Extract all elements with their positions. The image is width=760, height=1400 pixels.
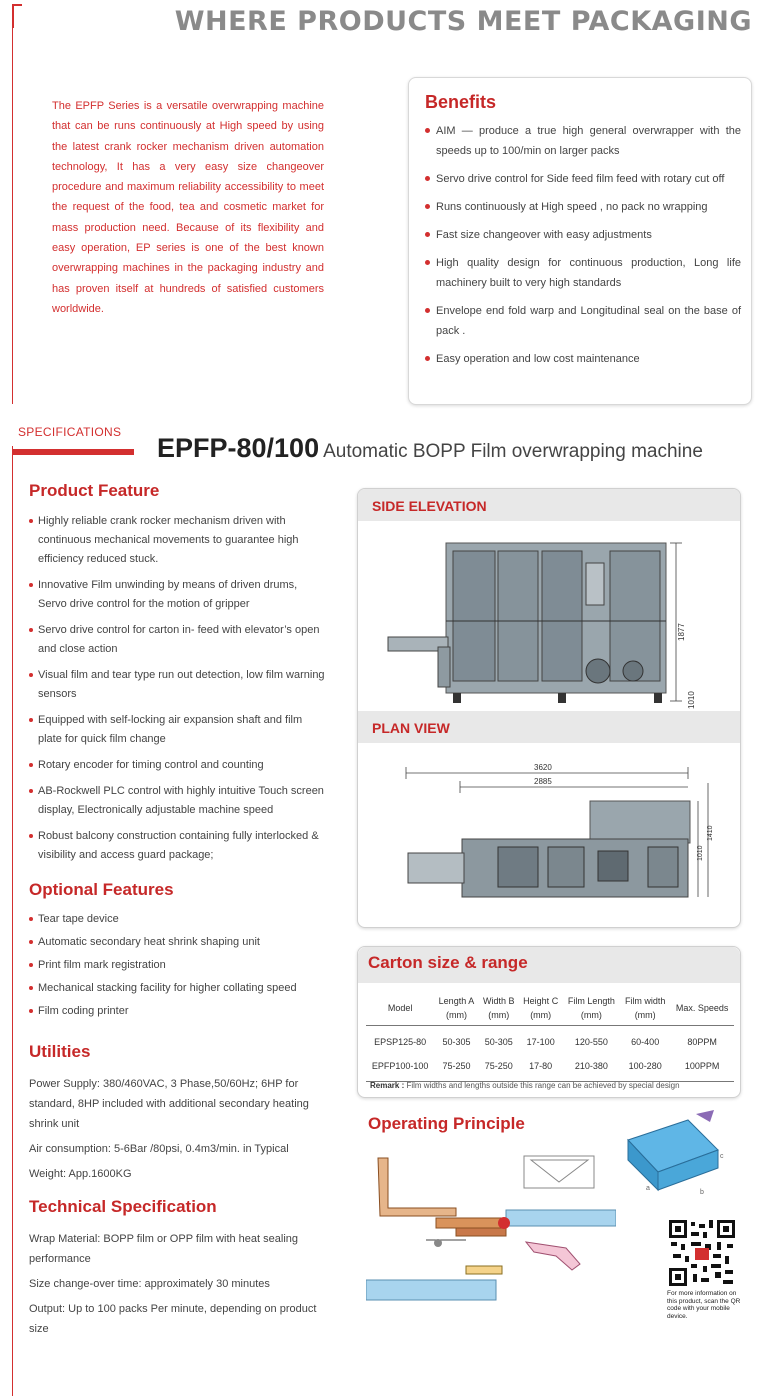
technical-spec-title: Technical Specification xyxy=(29,1197,217,1216)
table-row xyxy=(366,1050,734,1082)
benefit-item: High quality design for continuous production, Long life machinery built to very high standards xyxy=(425,253,741,293)
product-feature-item: Servo drive control for carton in- feed with elevator’s open and close action xyxy=(29,621,329,659)
table-cell: 120-550 xyxy=(574,1037,608,1047)
bullet-dot-icon xyxy=(29,986,33,990)
plan-overall-length: 3620 xyxy=(534,763,552,772)
bullet-dot-icon xyxy=(425,260,430,265)
plan-view-drawing xyxy=(358,743,741,928)
optional-feature-item: Film coding printer xyxy=(29,1002,329,1021)
specifications-label: SPECIFICATIONS xyxy=(18,425,122,439)
carton-box-diagram xyxy=(618,1110,728,1200)
table-cell: 50-305 xyxy=(442,1037,471,1047)
optional-feature-item: Print film mark registration xyxy=(29,956,329,975)
bullet-dot-icon xyxy=(425,176,430,181)
operating-principle-title: Operating Principle xyxy=(368,1114,525,1133)
table-header-row xyxy=(366,991,734,1026)
table-cell: 75-250 xyxy=(434,1050,479,1082)
optional-feature-item: Automatic secondary heat shrink shaping unit xyxy=(29,933,329,952)
specifications-accent-bar xyxy=(12,449,134,455)
table-cell: 100-280 xyxy=(620,1050,670,1082)
qr-code-icon[interactable] xyxy=(667,1218,737,1288)
column-header: Length A (mm) xyxy=(434,991,479,1026)
weight-text: Weight: App.1600KG xyxy=(29,1168,132,1180)
page-headline: WHERE PRODUCTS MEET PACKAGING xyxy=(174,6,752,37)
product-feature-item: Highly reliable crank rocker mechanism driven with continuous mechanical movements to guarantee high efficiency reduced stuck. xyxy=(29,512,329,569)
optional-feature-item: Mechanical stacking facility for higher collating speed xyxy=(29,979,329,998)
benefit-item: Envelope end fold warp and Longitudinal seal on the base of pack . xyxy=(425,301,741,341)
table-cell: 75-250 xyxy=(479,1050,519,1082)
table-cell: 100PPM xyxy=(670,1050,734,1082)
table-cell: 50-305 xyxy=(484,1037,513,1047)
box-label-c: c xyxy=(720,1153,724,1160)
bullet-dot-icon xyxy=(29,789,33,793)
model-name: EPFP-80/100 xyxy=(157,433,320,463)
product-feature-title: Product Feature xyxy=(29,481,160,500)
bullet-dot-icon xyxy=(425,204,430,209)
model-title xyxy=(157,433,703,464)
product-feature-item: Visual film and tear type run out detection, low film warning sensors xyxy=(29,666,329,704)
bullet-dot-icon xyxy=(29,583,33,587)
product-feature-item: Innovative Film unwinding by means of driven drums, Servo drive control for the motion of gripper xyxy=(29,576,329,614)
carton-remark: Remark : Film widths and lengths outside this range can be achieved by special design xyxy=(370,1081,680,1090)
operating-principle-diagram xyxy=(366,1148,616,1318)
bullet-dot-icon xyxy=(29,963,33,967)
benefits-title: Benefits xyxy=(425,92,497,112)
plan-view-title: PLAN VIEW xyxy=(358,711,740,743)
qr-code-note: For more information on this product, scan the QR code with your mobile device. xyxy=(667,1290,741,1320)
side-height-dimension: 1877 xyxy=(677,623,686,641)
product-feature-item: Robust balcony construction containing fully interlocked & visibility and access guard package; xyxy=(29,827,329,865)
column-header: Model xyxy=(366,991,434,1026)
bullet-dot-icon xyxy=(29,834,33,838)
table-cell: EPFP100-100 xyxy=(366,1050,434,1082)
plan-inner-length: 2885 xyxy=(534,777,552,786)
column-header: Height C (mm) xyxy=(519,991,563,1026)
box-label-b: b xyxy=(700,1189,704,1196)
side-elevation-title: SIDE ELEVATION xyxy=(358,489,740,521)
bullet-dot-icon xyxy=(425,356,430,361)
bullet-dot-icon xyxy=(425,128,430,133)
benefit-item: AIM — produce a true high general overwrapper with the speeds up to 100/min on larger packs xyxy=(425,121,741,161)
changeover-text: Size change-over time: approximately 30 minutes xyxy=(29,1278,270,1290)
product-feature-list xyxy=(29,512,329,865)
benefits-list xyxy=(425,121,741,369)
benefit-item: Easy operation and low cost maintenance xyxy=(425,349,741,369)
carton-range-table xyxy=(366,991,734,1082)
utilities-title: Utilities xyxy=(29,1042,91,1061)
plan-depth-inner: 1010 xyxy=(697,845,704,861)
column-header: Max. Speeds xyxy=(670,991,734,1026)
wrap-material-text: Wrap Material: BOPP film or OPP film with heat sealing performance xyxy=(29,1233,299,1265)
technical-spec-section xyxy=(29,1197,329,1339)
bullet-dot-icon xyxy=(29,763,33,767)
bullet-dot-icon xyxy=(29,628,33,632)
benefit-item: Runs continuously at High speed , no pack no wrapping xyxy=(425,197,741,217)
drawings-panel xyxy=(357,488,741,928)
table-cell: 17-80 xyxy=(519,1050,563,1082)
side-elevation-drawing xyxy=(358,521,741,711)
side-base-dimension: 1010 xyxy=(687,691,696,709)
power-supply-text: Power Supply: 380/460VAC, 3 Phase,50/60Hz; 6HP for standard, 8HP included with additional secondary heating shrink unit xyxy=(29,1078,309,1130)
intro-paragraph: The EPFP Series is a versatile overwrapping machine that can be runs continuously at High speed by using the latest crank rocker mechanism driven automation technology, It has a very easy size changeover procedure and maximum reliability accessibility to meet the request of the food, tea and cosmetic market for mass production need. Because of its flexibility and easy operation, EP series is one of the best known overwrapping machines in the packaging industry and has proven itself at hundreds of satisfied customers worldwide. xyxy=(52,100,324,315)
table-cell: 60-400 xyxy=(631,1037,660,1047)
optional-feature-item: Tear tape device xyxy=(29,910,329,929)
output-text: Output: Up to 100 packs Per minute, depending on product size xyxy=(29,1303,317,1335)
model-description: Automatic BOPP Film overwrapping machine xyxy=(323,441,703,462)
optional-features-section xyxy=(29,880,329,1025)
table-row xyxy=(366,1026,734,1051)
table-cell: 80PPM xyxy=(687,1037,717,1047)
specifications-accent-line xyxy=(12,446,13,1396)
benefits-card xyxy=(408,77,752,405)
bullet-dot-icon xyxy=(29,940,33,944)
carton-range-title: Carton size & range xyxy=(368,953,528,972)
product-feature-item: Rotary encoder for timing control and counting xyxy=(29,756,329,775)
bullet-dot-icon xyxy=(425,232,430,237)
bullet-dot-icon xyxy=(29,1009,33,1013)
header-accent-line xyxy=(12,4,13,404)
optional-features-list xyxy=(29,910,329,1021)
column-header: Film Length (mm) xyxy=(563,991,620,1026)
bullet-dot-icon xyxy=(29,718,33,722)
column-header: Width B (mm) xyxy=(479,991,519,1026)
column-header: Film width (mm) xyxy=(620,991,670,1026)
benefit-item: Servo drive control for Side feed film feed with rotary cut off xyxy=(425,169,741,189)
utilities-section xyxy=(29,1042,329,1184)
bullet-dot-icon xyxy=(29,917,33,921)
header-accent-tick xyxy=(12,4,22,28)
box-label-a: a xyxy=(646,1185,650,1192)
bullet-dot-icon xyxy=(29,519,33,523)
bullet-dot-icon xyxy=(29,673,33,677)
table-cell: EPSP125-80 xyxy=(374,1037,427,1047)
optional-features-title: Optional Features xyxy=(29,880,174,899)
bullet-dot-icon xyxy=(425,308,430,313)
product-feature-item: AB-Rockwell PLC control with highly intuitive Touch screen display, Electronically adjustable machine speed xyxy=(29,782,329,820)
table-cell: 17-100 xyxy=(526,1037,555,1047)
plan-depth-overall: 1410 xyxy=(707,825,714,841)
air-consumption-text: Air consumption: 5-6Bar /80psi, 0.4m3/min. in Typical xyxy=(29,1143,289,1155)
benefit-item: Fast size changeover with easy adjustments xyxy=(425,225,741,245)
product-feature-section xyxy=(29,481,329,872)
table-cell: 210-380 xyxy=(563,1050,620,1082)
product-feature-item: Equipped with self-locking air expansion shaft and film plate for quick film change xyxy=(29,711,329,749)
